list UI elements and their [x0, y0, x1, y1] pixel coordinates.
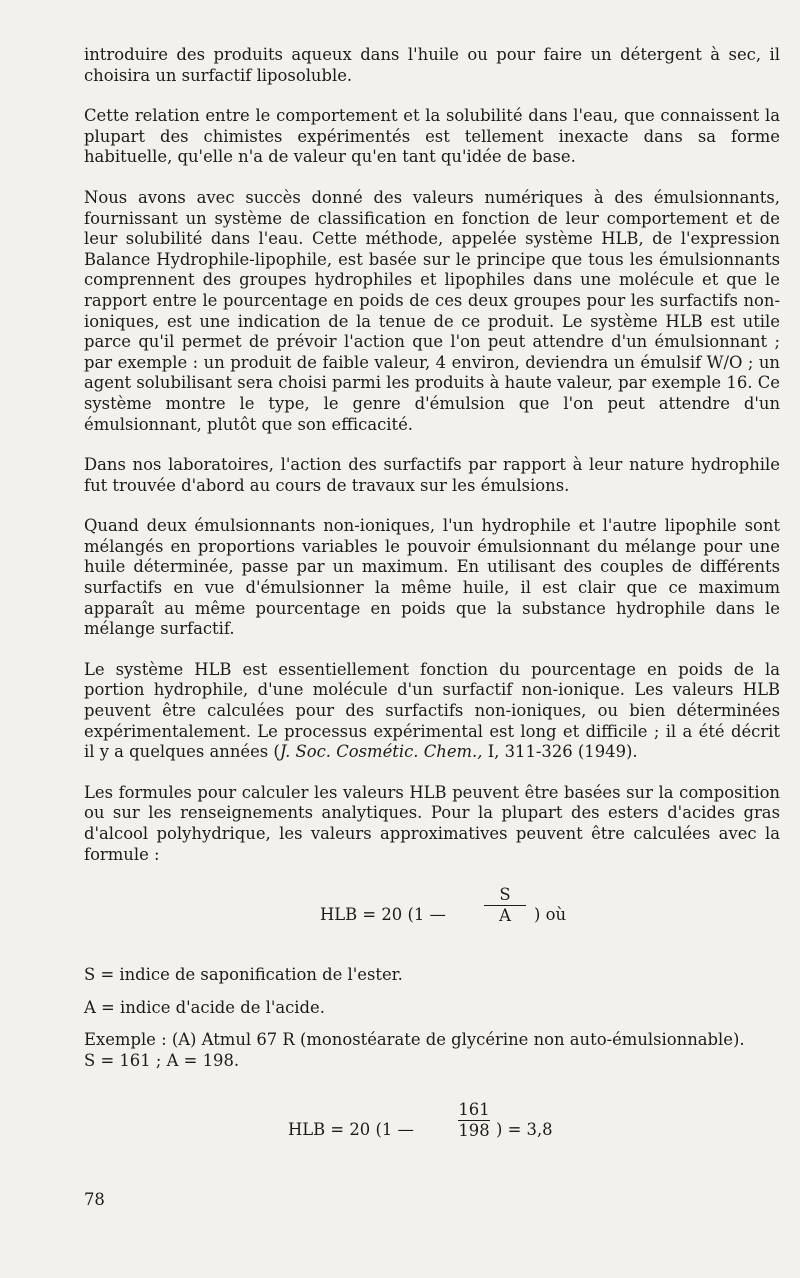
example-formula-rhs: ) = 3,8: [496, 1119, 553, 1139]
hlb-formula: [84, 881, 780, 949]
paragraph-hlb-text: Le système HLB est essentiellement fonction du pourcentage en poids de la portion hydrophile, d'une molécule d'un surfactif non-ionique. Les valeurs HLB peuvent être calculées pour des surfactifs non-ioniques, ou bien déterminées expérimentalement. Le processus expérimental est long et difficile ; il a été décrit il y a quelques années (: [84, 659, 780, 762]
page-number: 78: [84, 1190, 105, 1209]
formula-fraction: [482, 885, 528, 926]
example-formula: [84, 1096, 780, 1164]
example-formula-fraction: [456, 1100, 492, 1141]
example-formula-numerator: 161: [458, 1099, 490, 1119]
journal-citation: J. Soc. Cosmétic. Chem.,: [279, 742, 483, 762]
citation-details: I, 311-326 (1949).: [482, 742, 638, 762]
formula-numerator: S: [499, 885, 511, 905]
paragraph-4: Dans nos laboratoires, l'action des surfactifs par rapport à leur nature hydrophile fut trouvée d'abord au cours de travaux sur les émulsions.: [84, 455, 780, 495]
definition-s: S = indice de saponification de l'ester.: [84, 965, 403, 985]
example-line-2: S = 161 ; A = 198.: [84, 1050, 240, 1070]
formula-lhs: HLB = 20 (1 —: [320, 905, 446, 925]
example-formula-lhs: HLB = 20 (1 —: [288, 1119, 414, 1139]
paragraph-formulas-intro: Les formules pour calculer les valeurs HLB peuvent être basées sur la composition ou sur les renseignements analytiques. Pour la plupart des esters d'acides gras d'alcool polyhydrique, les valeurs approximatives peuvent être calculées avec la formule :: [84, 782, 780, 864]
page-content: [84, 45, 780, 1164]
paragraph-3: Nous avons avec succès donné des valeurs numériques à des émulsionnants, fournissant un système de classification en fonction de leur comportement et de leur solubilité dans l'eau. Cette méthode, appelée système HLB, de l'expression Balance Hydrophile-lipophile, est basée sur le principe que tous les émulsionnants comprennent des groupes hydrophiles et lipophiles dans une molécule et que le rapport entre le pourcentage en poids de ces deux groupes pour les surfactifs non-ioniques, est une indication de la tenue de ce produit. Le système HLB est utile parce qu'il permet de prévoir l'action que l'on peut attendre d'un émulsionnant ; par exemple : un produit de faible valeur, 4 environ, deviendra un émulsif W/O ; un agent solubilisant sera choisi parmi les produits à haute valeur, par exemple 16. Ce système montre le type, le genre d'émulsion que l'on peut attendre d'un émulsionnant, plutôt que son efficacité.: [84, 187, 780, 434]
formula-rhs: ) où: [534, 905, 567, 925]
paragraph-5: Quand deux émulsionnants non-ioniques, l'un hydrophile et l'autre lipophile sont mélangés en proportions variables le pouvoir émulsionnant du mélange pour une huile déterminée, passe par un maximum. En utilisant des couples de différents surfactifs en vue d'émulsionner la même huile, il est clair que ce maximum apparaît au même pourcentage en poids que la substance hydrophile dans le mélange surfactif.: [84, 516, 780, 639]
example-block: [84, 1030, 780, 1071]
definition-a: A = indice d'acide de l'acide.: [84, 997, 325, 1017]
example-line-1: Exemple : (A) Atmul 67 R (monostéarate de glycérine non auto-émulsionnable).: [84, 1030, 745, 1050]
paragraph-hlb: [84, 660, 780, 763]
example-formula-denominator: 198: [458, 1120, 490, 1140]
paragraph-2: Cette relation entre le comportement et la solubilité dans l'eau, que connaissent la plupart des chimistes expérimentés est tellement inexacte dans sa forme habituelle, qu'elle n'a de valeur qu'en tant qu'idée de base.: [84, 106, 780, 167]
formula-denominator: A: [499, 906, 511, 926]
paragraph-1: introduire des produits aqueux dans l'huile ou pour faire un détergent à sec, il choisira un surfactif liposoluble.: [84, 45, 780, 85]
